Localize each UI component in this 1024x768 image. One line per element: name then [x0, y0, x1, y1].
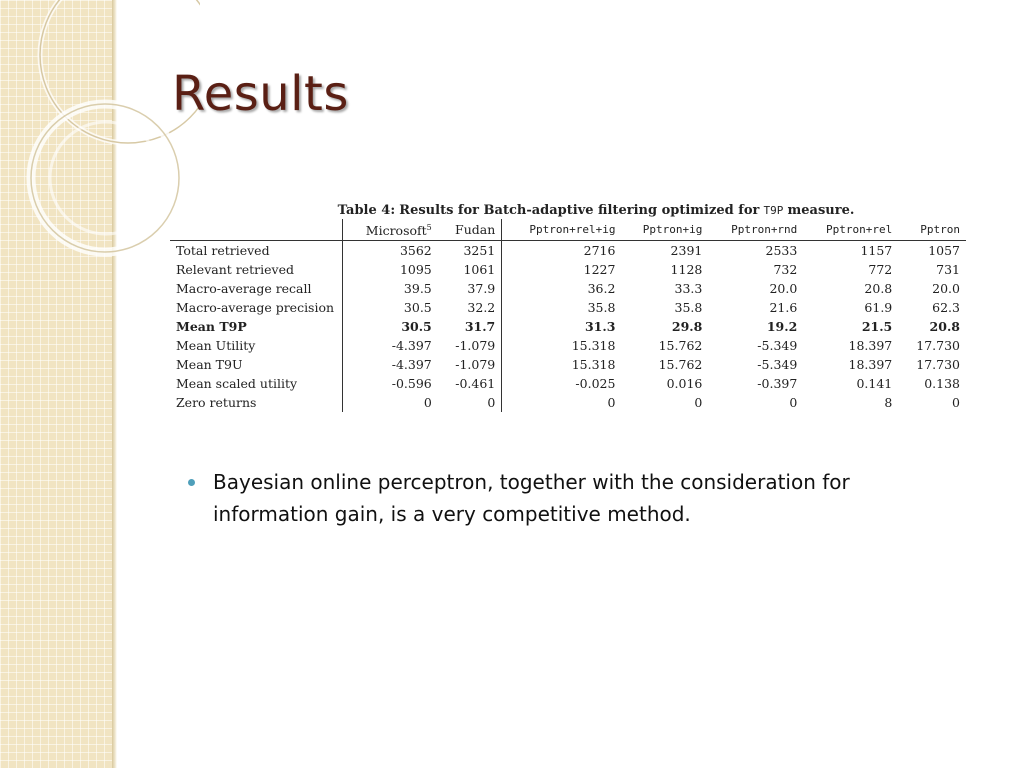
header-cell-pptron-rel-ig: Pptron+rel+ig: [502, 219, 622, 241]
table-cell: 15.762: [658, 337, 703, 353]
table-cell: 732: [773, 261, 798, 277]
bullet-text: Bayesian online perceptron, together with the consideration for information gain, is a very competitive method.: [213, 470, 850, 526]
table-cell: 1095: [343, 260, 438, 279]
table-cell: 0: [694, 394, 703, 410]
table-cell: -5.349: [757, 337, 798, 353]
table-cell: 21.5: [861, 318, 893, 334]
results-table: [170, 219, 966, 412]
table-cell: 20.8: [929, 318, 960, 334]
row-label-cell: Mean scaled utility: [176, 375, 298, 391]
table-cell: 15.318: [502, 355, 622, 374]
table-cell: -1.079: [455, 337, 496, 353]
row-label-cell: Macro-average recall: [176, 280, 312, 296]
table-row: [170, 279, 966, 298]
table-cell: 0: [502, 393, 622, 412]
table-cell: 33.3: [674, 280, 703, 296]
table-cell: 17.730: [916, 337, 960, 353]
table-cell: 3562: [343, 241, 438, 261]
table-cell: 30.5: [343, 317, 438, 336]
table-cell: 772: [868, 261, 893, 277]
caption-code: T9P: [763, 204, 784, 217]
table-cell: 8: [884, 394, 893, 410]
bullet-dot-icon: [188, 479, 195, 486]
table-cell: -4.397: [343, 355, 438, 374]
caption-main: Results for Batch-adaptive filtering optimized for: [399, 203, 760, 218]
caption-suffix: measure.: [787, 203, 855, 218]
table-cell: 18.397: [848, 356, 893, 372]
table-cell: 20.8: [864, 280, 893, 296]
table-cell: 32.2: [467, 299, 496, 315]
table-cell: 37.9: [467, 280, 496, 296]
table-cell: 0: [343, 393, 438, 412]
table-cell: -0.397: [757, 375, 798, 391]
header-cell-fudan: Fudan: [438, 219, 502, 241]
table-cell: 15.762: [658, 356, 703, 372]
row-label-cell: Macro-average precision: [176, 299, 335, 315]
table-cell: 39.5: [343, 279, 438, 298]
header-cell-microsoft: [343, 219, 438, 241]
header-cell-pptron-ig: Pptron+ig: [621, 219, 708, 241]
header-microsoft-label: Microsoft: [365, 223, 427, 239]
table-cell: 0.138: [924, 375, 960, 391]
table-cell: 1227: [502, 260, 622, 279]
header-cell-empty: [170, 219, 343, 241]
table-cell: 2391: [670, 242, 703, 258]
row-label-cell: Mean T9P: [176, 318, 247, 334]
table-cell: 19.2: [766, 318, 798, 334]
row-label-cell: Relevant retrieved: [176, 261, 294, 277]
table-cell: 17.730: [916, 356, 960, 372]
table-cell: 0: [487, 394, 496, 410]
table-cell: 20.0: [932, 280, 960, 296]
table-cell: -4.397: [343, 336, 438, 355]
header-cell-pptron-rel: Pptron+rel: [803, 219, 898, 241]
table-header-row: [170, 219, 966, 241]
microsoft-footnote: 5: [426, 223, 432, 232]
row-label-cell: Zero returns: [176, 394, 257, 410]
table-row: [170, 393, 966, 412]
table-cell: -0.025: [502, 374, 622, 393]
slide-title: Results: [172, 66, 349, 122]
table-cell: 2533: [765, 242, 798, 258]
table-cell: 15.318: [502, 336, 622, 355]
table-cell: 62.3: [932, 299, 960, 315]
table-body: [170, 241, 966, 413]
row-label-cell: Mean Utility: [176, 337, 256, 353]
caption-prefix: Table 4:: [337, 203, 396, 218]
table-cell: 0: [789, 394, 798, 410]
table-cell: 61.9: [864, 299, 893, 315]
table-caption: [226, 203, 966, 218]
table-cell: 1157: [860, 242, 893, 258]
table-row: [170, 298, 966, 317]
table-cell: 35.8: [502, 298, 622, 317]
table-cell: 21.6: [769, 299, 798, 315]
table-row: [170, 317, 966, 336]
table-cell: 36.2: [502, 279, 622, 298]
table-cell: 20.0: [769, 280, 798, 296]
table-row: [170, 374, 966, 393]
header-cell-pptron-rnd: Pptron+rnd: [708, 219, 803, 241]
table-cell: 1057: [928, 242, 960, 258]
table-cell: -5.349: [757, 356, 798, 372]
bullet-item: [188, 466, 908, 530]
results-table-container: [170, 203, 966, 412]
table-cell: 731: [936, 261, 960, 277]
bullet-list: [188, 466, 908, 530]
table-cell: 29.8: [671, 318, 703, 334]
row-label-cell: Mean T9U: [176, 356, 243, 372]
table-row: [170, 336, 966, 355]
table-cell: 1061: [463, 261, 496, 277]
table-cell: 2716: [502, 241, 622, 261]
table-cell: 18.397: [848, 337, 893, 353]
table-cell: 31.7: [464, 318, 496, 334]
table-cell: 1128: [670, 261, 703, 277]
table-row: [170, 260, 966, 279]
table-cell: -1.079: [455, 356, 496, 372]
header-cell-pptron: Pptron: [898, 219, 966, 241]
table-row: [170, 241, 966, 261]
table-cell: 30.5: [343, 298, 438, 317]
row-label-cell: Total retrieved: [176, 242, 270, 258]
table-cell: 0.016: [666, 375, 703, 391]
table-row: [170, 355, 966, 374]
table-cell: -0.596: [343, 374, 438, 393]
table-cell: 3251: [463, 242, 496, 258]
table-cell: -0.461: [455, 375, 496, 391]
table-cell: 31.3: [502, 317, 622, 336]
table-cell: 0.141: [856, 375, 893, 391]
table-cell: 0: [952, 394, 960, 410]
table-cell: 35.8: [674, 299, 703, 315]
